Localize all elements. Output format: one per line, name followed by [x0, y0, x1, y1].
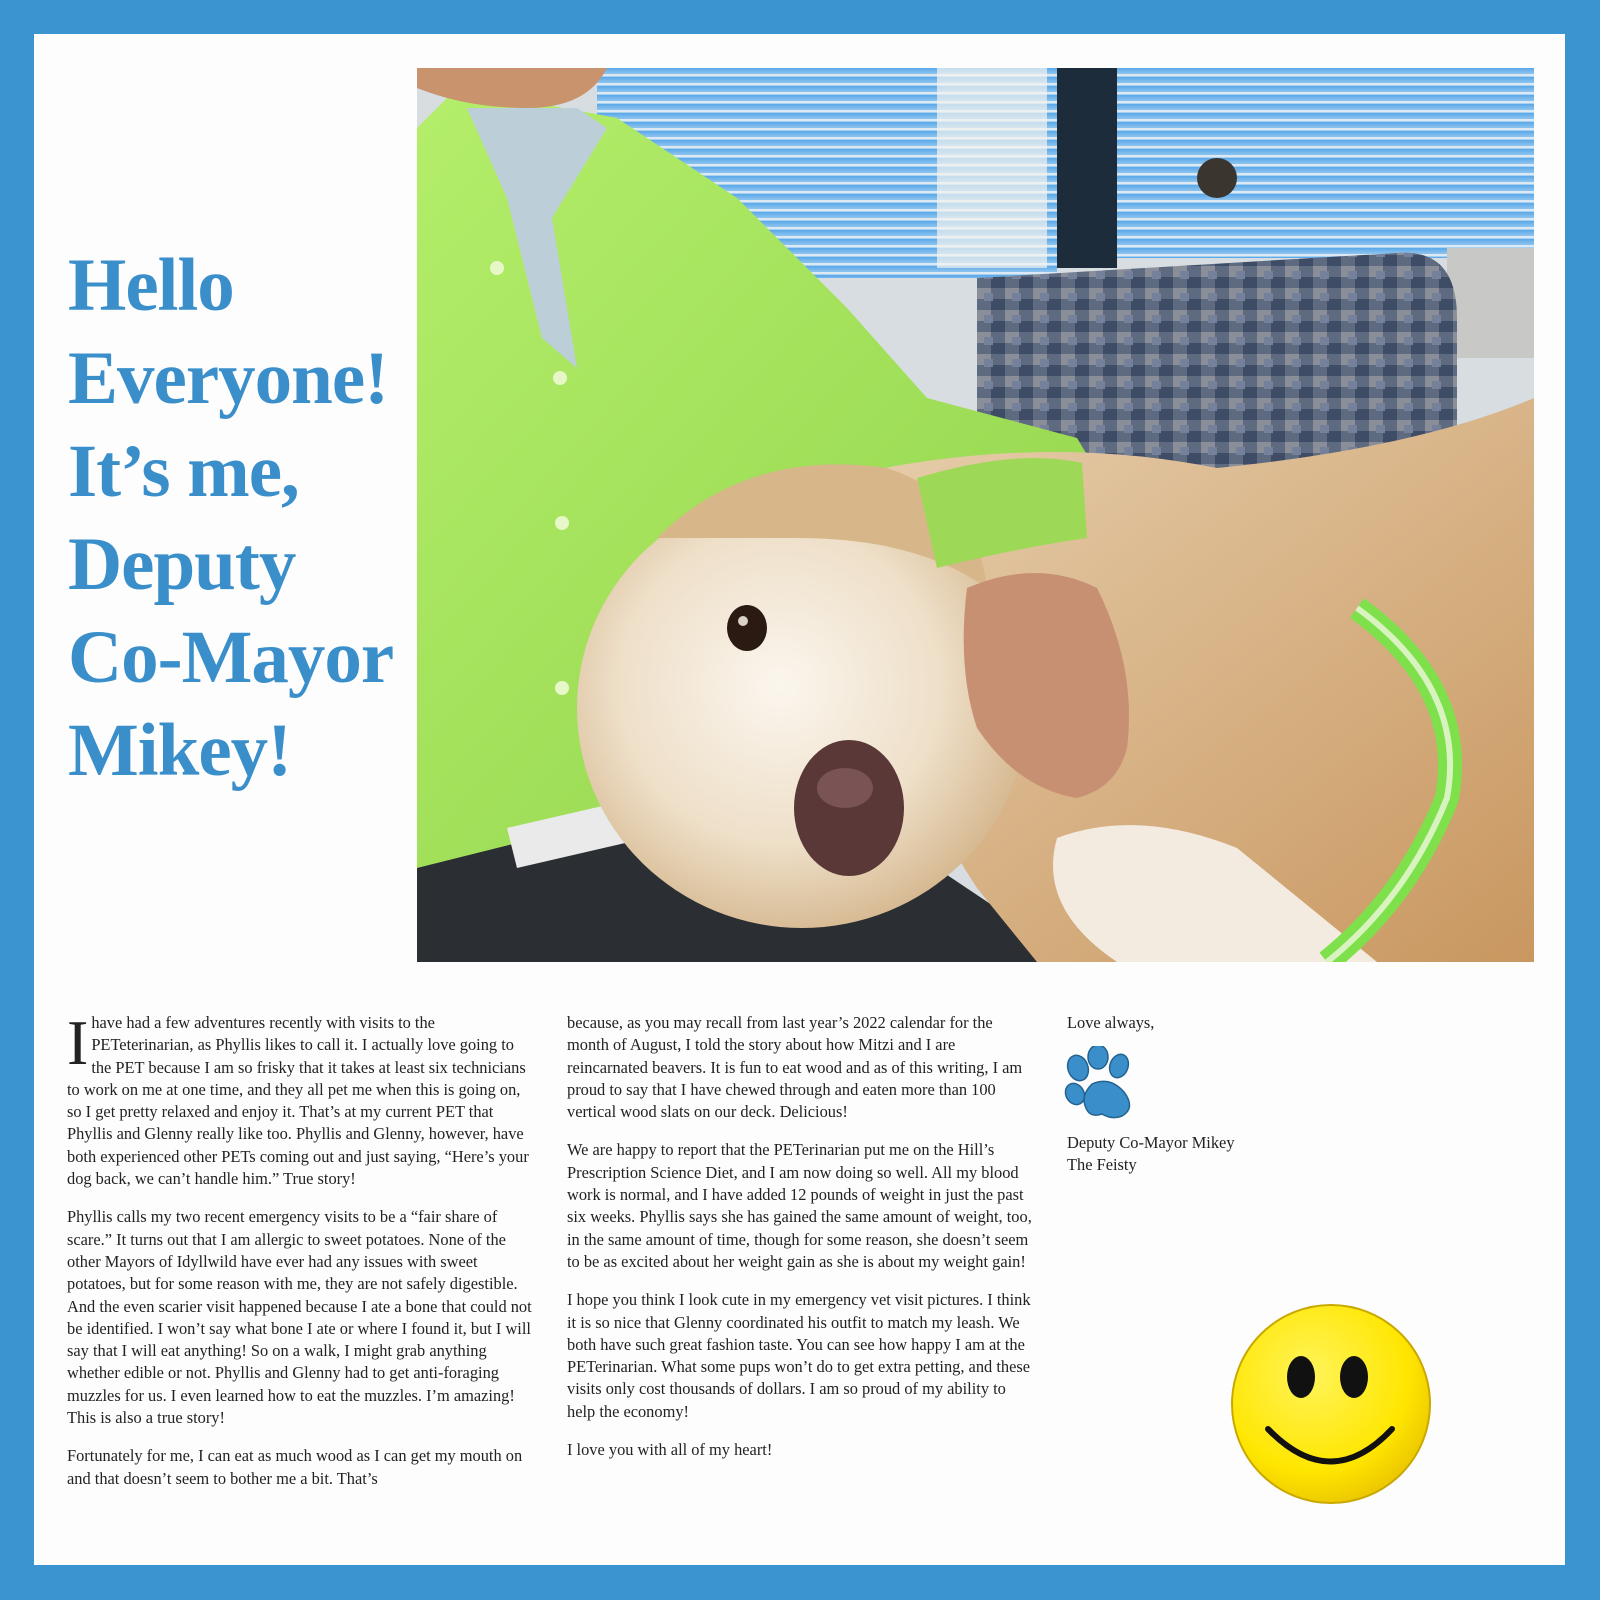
headline-line: Deputy [68, 523, 296, 606]
headline-line: Everyone! [68, 337, 389, 420]
headline-line: It’s me, [68, 430, 299, 513]
paw-print-icon [1062, 1046, 1140, 1127]
signature [1067, 1132, 1235, 1177]
paragraph-text: have had a few adventures recently with visits to the PETeterinarian, as Phyllis likes to call it. I actually love going to the PET because I am so frisky that it takes at least six technicians to work on me at one time, and they all pet me when this is going on, so I get pretty relaxed and enjoy it. That’s at my current PET that Phyllis and Glenny really like too. Phyllis and Glenny, however, have both experienced other PETs coming out and just saying, “Here’s your dog back, we can’t handle him.” True story! [67, 1013, 529, 1189]
article-paragraph: Phyllis calls my two recent emergency visits to be a “fair share of scare.” It turns out that I am allergic to sweet potatoes. None of the other Mayors of Idyllwild have ever had any issues with sweet potatoes, but for some reason with me, they are not safely digestible. And the even scarier visit happened because I ate a bone that could not be identified. I won’t say what bone I ate or where I found it, but I will say that I will eat anything! So on a walk, I might grab anything whether edible or not. Phyllis and Glenny had to get anti-foraging muzzles for us. I even learned how to eat the muzzles. I’m amazing! This is also a true story! [67, 1207, 532, 1428]
article-paragraph: I hope you think I look cute in my emergency vet visit pictures. I think it is so nice that Glenny coordinated his outfit to match my leash. We both have such great fashion taste. You can see how happy I am at the PETerinarian. What some pups won’t do to get extra petting, and these visits only cost thousands of dollars. I am so proud of my ability to help the economy! [567, 1290, 1031, 1421]
smiley-face-icon [1226, 1299, 1436, 1514]
article-paragraph [67, 1007, 535, 1190]
article-column-3 [1067, 1012, 1367, 1050]
closing-line: Love always, [1067, 1013, 1155, 1032]
calendar-page [34, 34, 1565, 1565]
article-paragraph: We are happy to report that the PETerinarian put me on the Hill’s Prescription Science Diet, and I am now doing so well. All my blood work is normal, and I have added 12 pounds of weight in just the past six weeks. Phyllis says she has gained the same amount of weight, too, in the same amount of time, though for some reason, she doesn’t seem to be as excited about her weight gain as she is about my weight gain! [567, 1140, 1032, 1271]
article-column-2 [567, 1012, 1037, 1477]
article-paragraph: I love you with all of my heart! [567, 1440, 773, 1460]
article-column-1 [67, 1007, 535, 1506]
dog-with-owner-photo [417, 68, 1534, 962]
headline-line: Mikey! [68, 709, 292, 792]
signature-name: Deputy Co-Mayor Mikey [1067, 1133, 1235, 1152]
article-paragraph: because, as you may recall from last year’s 2022 calendar for the month of August, I told the story about how Mitzi and I are reincarnated beavers. It is fun to eat wood and as of this writing, I am proud to say that I have chewed through and eaten more than 100 vertical wood slats on our deck. Delicious! [567, 1013, 1023, 1122]
article-paragraph: Fortunately for me, I can eat as much wood as I can get my mouth on and that doesn’t seem to bother me a bit. That’s [67, 1446, 523, 1488]
signature-title: The Feisty [1067, 1155, 1137, 1175]
page-headline [68, 239, 413, 797]
headline-line: Co-Mayor [68, 616, 394, 699]
drop-cap: I [67, 1007, 89, 1078]
headline-line: Hello [68, 244, 234, 327]
